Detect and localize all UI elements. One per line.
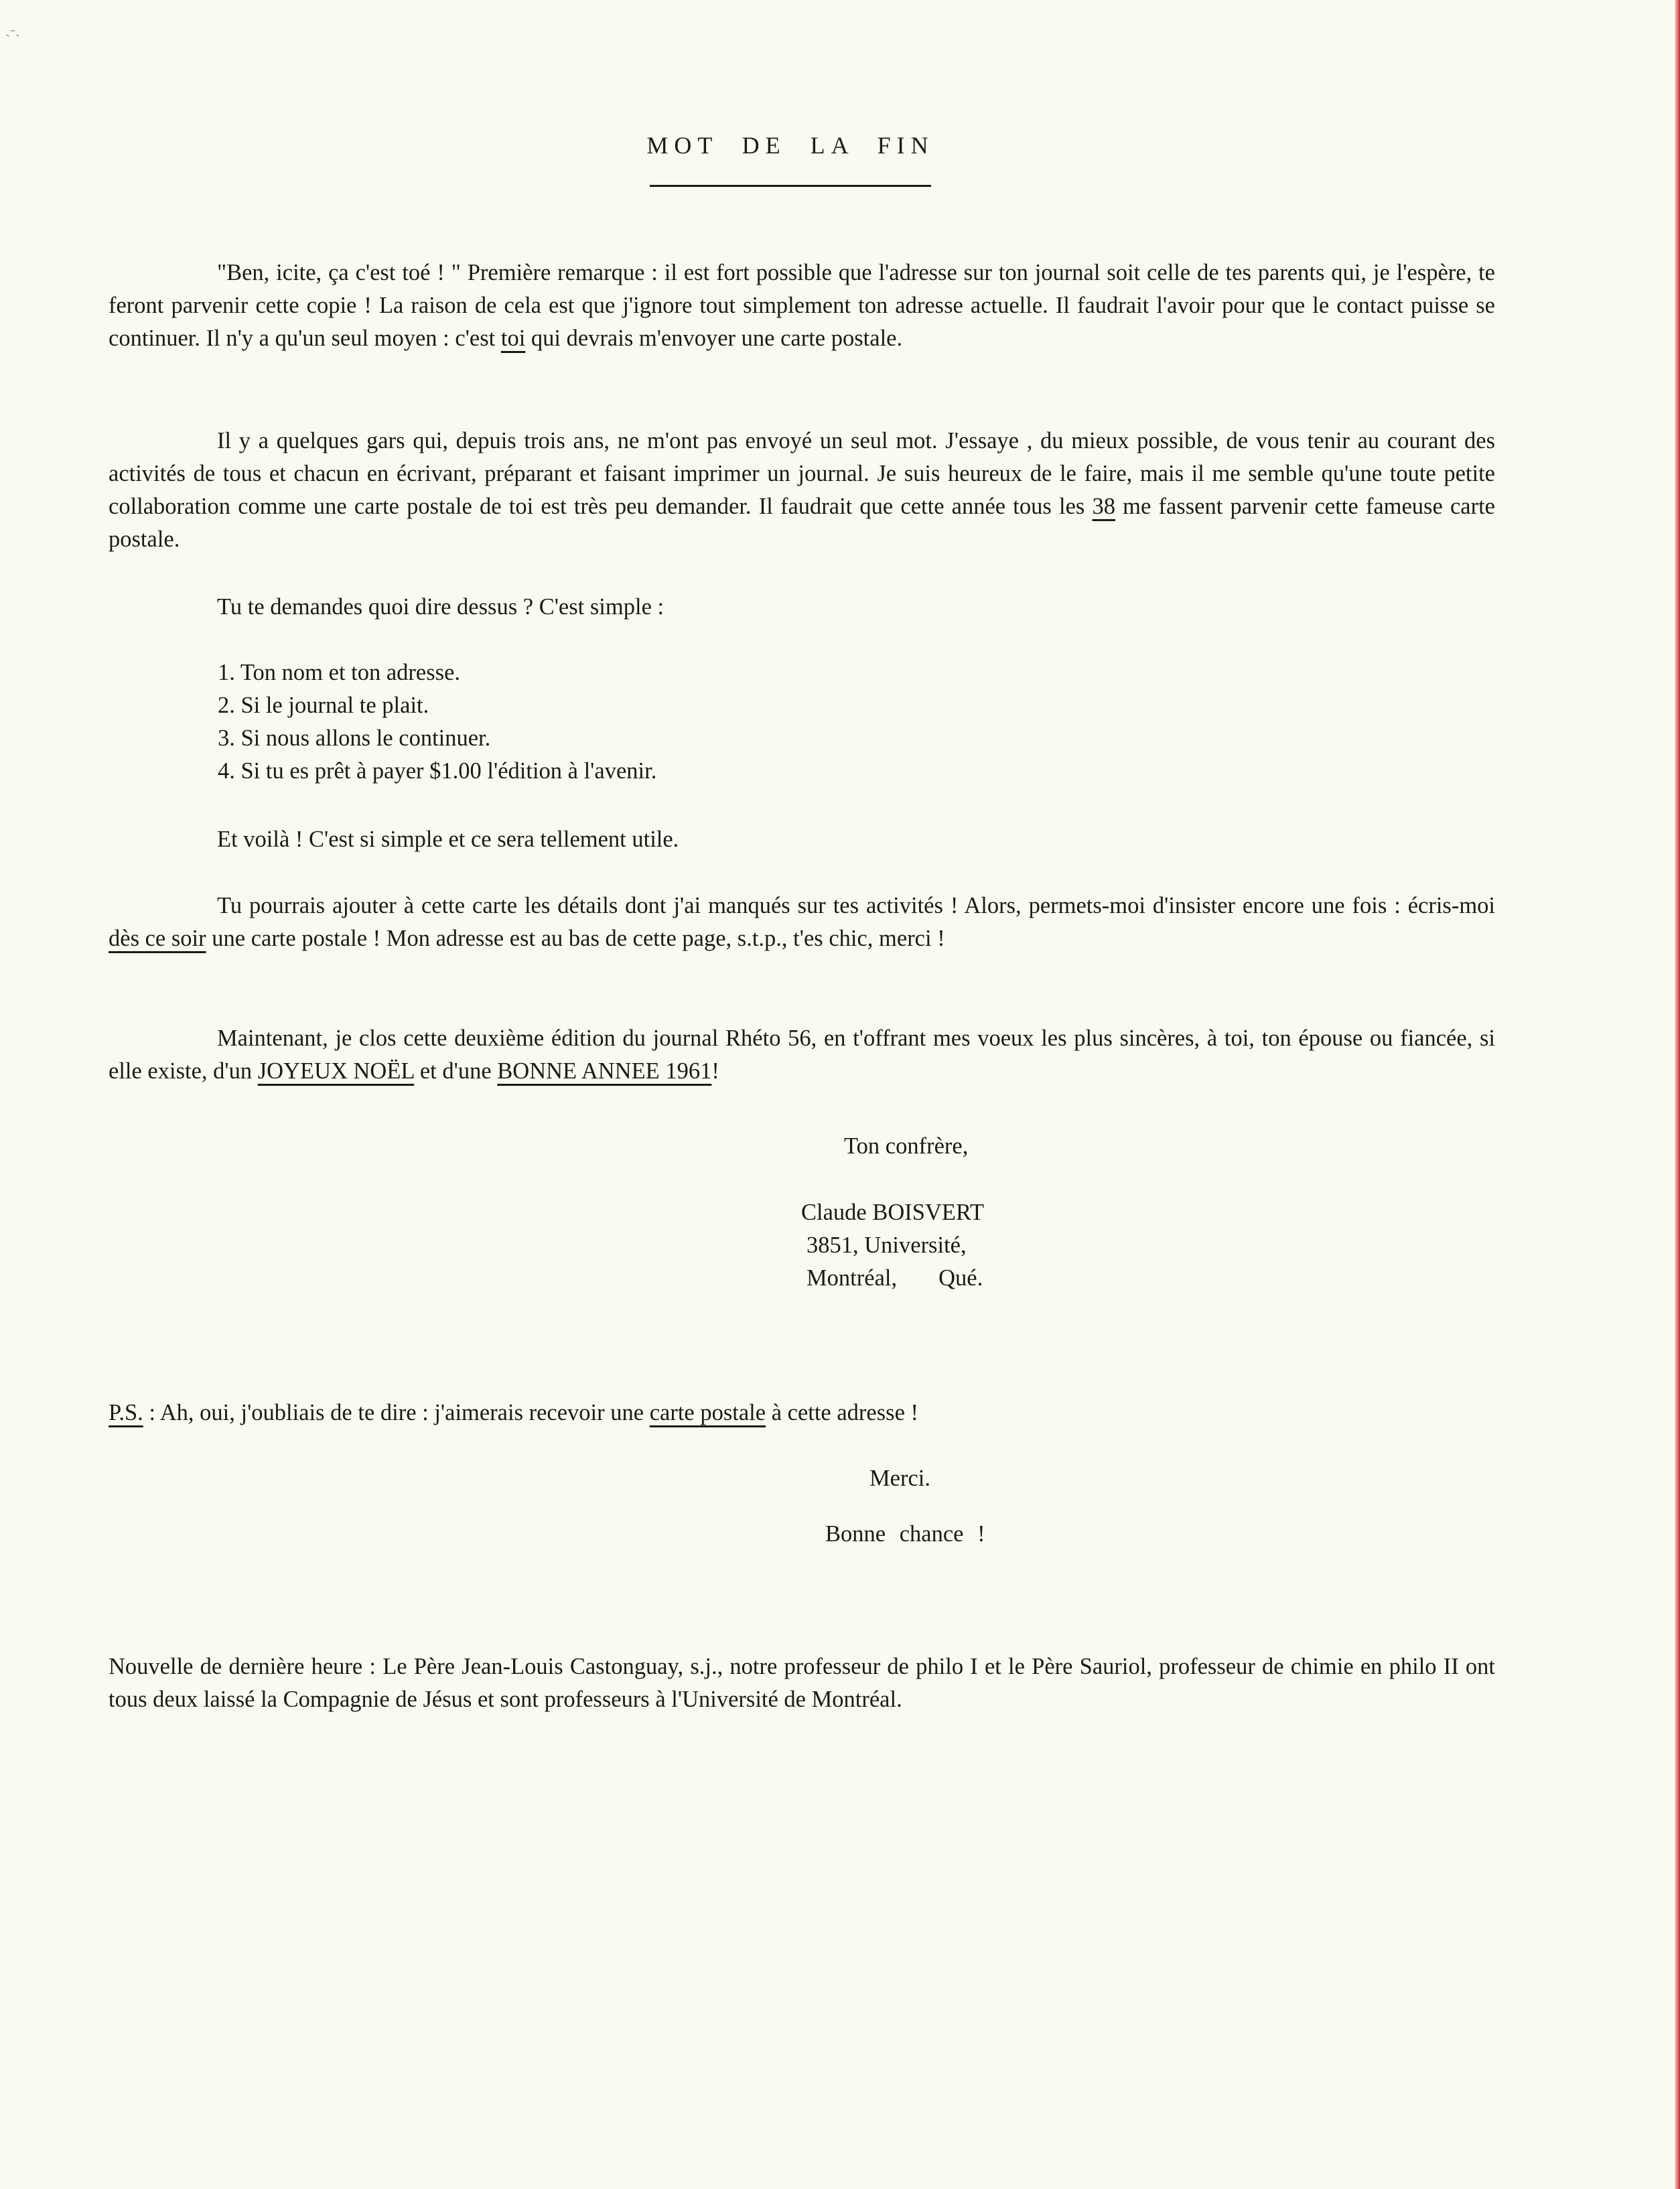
list-item: 1. Ton nom et ton adresse. [218, 660, 461, 685]
details-underlined: dès ce soir [109, 926, 206, 951]
page-edge [1675, 0, 1680, 2189]
signature-street: 3851, Université, [807, 1232, 967, 1258]
contributors-count: 38 [1092, 494, 1115, 519]
late-news: Nouvelle de dernière heure : Le Père Jean-Louis Castonguay, s.j., notre professeur de philo I et le Père Sauriol, professeur de chimie en philo II ont tous deux laissé la Compagnie de Jésus et sont professeurs à l'Université de Montréal. [109, 1654, 1495, 1712]
details-text: Tu pourrais ajouter à cette carte les détails dont j'ai manqués sur tes activités ! Alors, permets-moi d'insister encore une fois : écris-moi [217, 893, 1495, 918]
ps-underlined: carte postale [649, 1400, 766, 1425]
good-luck-line: Bonne chance ! [825, 1521, 985, 1547]
wishes-text-end: ! [711, 1058, 719, 1084]
paragraph-details [109, 890, 1495, 955]
ps-text-end: à cette adresse ! [766, 1400, 919, 1425]
contributors-text-end: me fassent parvenir cette fameuse carte postale. [109, 494, 1495, 552]
list-item: 4. Si tu es prêt à payer $1.00 l'édition à l'avenir. [218, 758, 657, 784]
list-item: 3. Si nous allons le continuer. [218, 725, 491, 751]
intro-text: "Ben, icite, ça c'est toé ! " Première remarque : il est fort possible que l'adresse sur ton journal soit celle de tes parents qui, je l'espère, te feront parvenir cette copie ! La raison de cela est que j'ignore tout simplement ton adresse actuelle. Il faudrait l'avoir pour que le contact puisse se continuer. Il n'y a qu'un seul moyen : c'est [109, 260, 1495, 351]
contributors-text: Il y a quelques gars qui, depuis trois ans, ne m'ont pas envoyé un seul mot. J'essaye , du mieux possible, de vous tenir au courant des activités de tous et chacun en écrivant, préparant et faisant imprimer un journal. Je suis heureux de le faire, mais il me semble qu'une toute petite collaboration comme une carte postale de toi est très peu demander. Il faudrait que cette année tous les [109, 428, 1495, 519]
signature-city: Montréal, [807, 1265, 898, 1291]
thanks-line: Merci. [869, 1466, 931, 1491]
wishes-new-year: BONNE ANNEE 1961 [497, 1058, 712, 1084]
postscript [109, 1397, 1495, 1429]
instructions-list [218, 656, 656, 788]
page-title: MOT DE LA FIN [646, 132, 934, 159]
title-underline [650, 185, 931, 187]
intro-text-end: qui devrais m'envoyer une carte postale. [525, 326, 903, 351]
wishes-text: Maintenant, je clos cette deuxième édition du journal Rhéto 56, en t'offrant mes voeux les plus sincères, à toi, ton épouse ou fiancée, si elle existe, d'un [109, 1026, 1495, 1084]
intro-underlined: toi [500, 326, 526, 351]
ps-text: : Ah, oui, j'oubliais de te dire : j'aimerais recevoir une [143, 1400, 650, 1425]
paragraph-question: Tu te demandes quoi dire dessus ? C'est simple : [217, 594, 664, 620]
ps-label: P.S. [109, 1400, 143, 1425]
list-item: 2. Si le journal te plait. [218, 693, 429, 718]
signature-province: Qué. [938, 1265, 983, 1291]
paragraph-voila: Et voilà ! C'est si simple et ce sera tellement utile. [217, 827, 679, 852]
signature-name: Claude BOISVERT [801, 1200, 984, 1225]
paragraph-intro [109, 257, 1495, 355]
wishes-noel: JOYEUX NOËL [257, 1058, 415, 1084]
closing-line: Ton confrère, [844, 1133, 969, 1159]
details-text-end: une carte postale ! Mon adresse est au bas de cette page, s.t.p., t'es chic, merci ! [206, 926, 945, 951]
wishes-text-mid: et d'une [414, 1058, 498, 1084]
paragraph-contributors [109, 425, 1495, 556]
signature-block [801, 1196, 984, 1295]
paper-mark: ˎ˗ˏ [5, 20, 20, 37]
signature-city-line [801, 1262, 984, 1295]
paragraph-wishes [109, 1022, 1495, 1088]
